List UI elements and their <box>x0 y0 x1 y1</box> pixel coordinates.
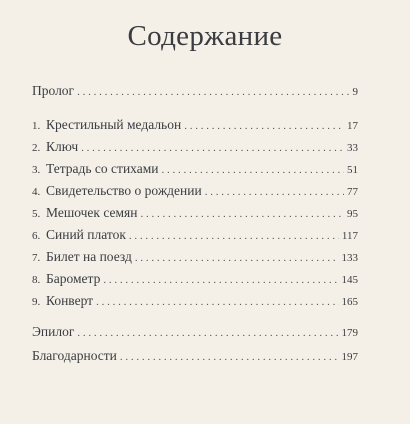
leader-dots <box>205 183 344 201</box>
toc-entry-chapter-6[interactable] <box>32 226 358 244</box>
toc-entry-chapter-9[interactable] <box>32 292 358 310</box>
entry-number: 1. <box>32 120 41 132</box>
toc-entry-acknowledgements[interactable] <box>32 347 358 365</box>
leader-dots <box>120 348 339 366</box>
entry-page-number: 197 <box>341 351 358 363</box>
toc-entry-chapter-5[interactable] <box>32 204 358 222</box>
entry-page-number: 145 <box>341 274 358 286</box>
entry-number: 3. <box>32 164 41 176</box>
entry-number: 9. <box>32 296 41 308</box>
leader-dots <box>129 227 339 245</box>
leader-dots <box>140 205 344 223</box>
leader-dots <box>162 161 345 179</box>
toc-entry-chapter-2[interactable] <box>32 138 358 156</box>
entry-page-number: 165 <box>341 296 358 308</box>
entry-label: Мешочек семян <box>46 205 138 220</box>
entry-page-number: 33 <box>347 142 358 154</box>
entry-label: Ключ <box>46 139 79 154</box>
entry-label: Крестильный медальон <box>46 117 182 132</box>
leader-dots <box>77 324 338 342</box>
entry-label: Эпилог <box>32 324 75 339</box>
leader-dots <box>103 271 338 289</box>
entry-number: 6. <box>32 230 41 242</box>
entry-page-number: 133 <box>341 252 358 264</box>
entry-number: 7. <box>32 252 41 264</box>
toc-entry-chapter-1[interactable] <box>32 116 358 134</box>
leader-dots <box>77 83 349 101</box>
toc-entry-epilogue[interactable] <box>32 323 358 341</box>
leader-dots <box>184 117 344 135</box>
toc-entry-chapter-7[interactable] <box>32 248 358 266</box>
toc-entry-chapter-8[interactable] <box>32 270 358 288</box>
entry-page-number: 117 <box>341 230 358 242</box>
entry-page-number: 17 <box>347 120 358 132</box>
entry-page-number: 9 <box>352 86 358 98</box>
entry-page-number: 51 <box>347 164 358 176</box>
leader-dots <box>135 249 339 267</box>
entry-label: Конверт <box>46 293 94 308</box>
entry-label: Пролог <box>32 83 75 98</box>
entry-label: Барометр <box>46 271 101 286</box>
leader-dots <box>96 293 338 311</box>
entry-number: 4. <box>32 186 41 198</box>
entry-label: Благодарности <box>32 348 117 363</box>
toc-entry-chapter-4[interactable] <box>32 182 358 200</box>
entry-label: Синий платок <box>46 227 126 242</box>
entry-page-number: 95 <box>347 208 358 220</box>
toc-entry-chapter-3[interactable] <box>32 160 358 178</box>
entry-page-number: 179 <box>341 327 358 339</box>
page-title: Содержание <box>127 20 283 52</box>
entry-number: 5. <box>32 208 41 220</box>
entry-label: Билет на поезд <box>46 249 132 264</box>
entry-page-number: 77 <box>347 186 358 198</box>
entry-label: Тетрадь со стихами <box>46 161 159 176</box>
entry-number: 2. <box>32 142 41 154</box>
entry-label: Свидетельство о рождении <box>46 183 202 198</box>
toc-entry-prologue[interactable] <box>32 82 358 100</box>
leader-dots <box>81 139 344 157</box>
entry-number: 8. <box>32 274 41 286</box>
